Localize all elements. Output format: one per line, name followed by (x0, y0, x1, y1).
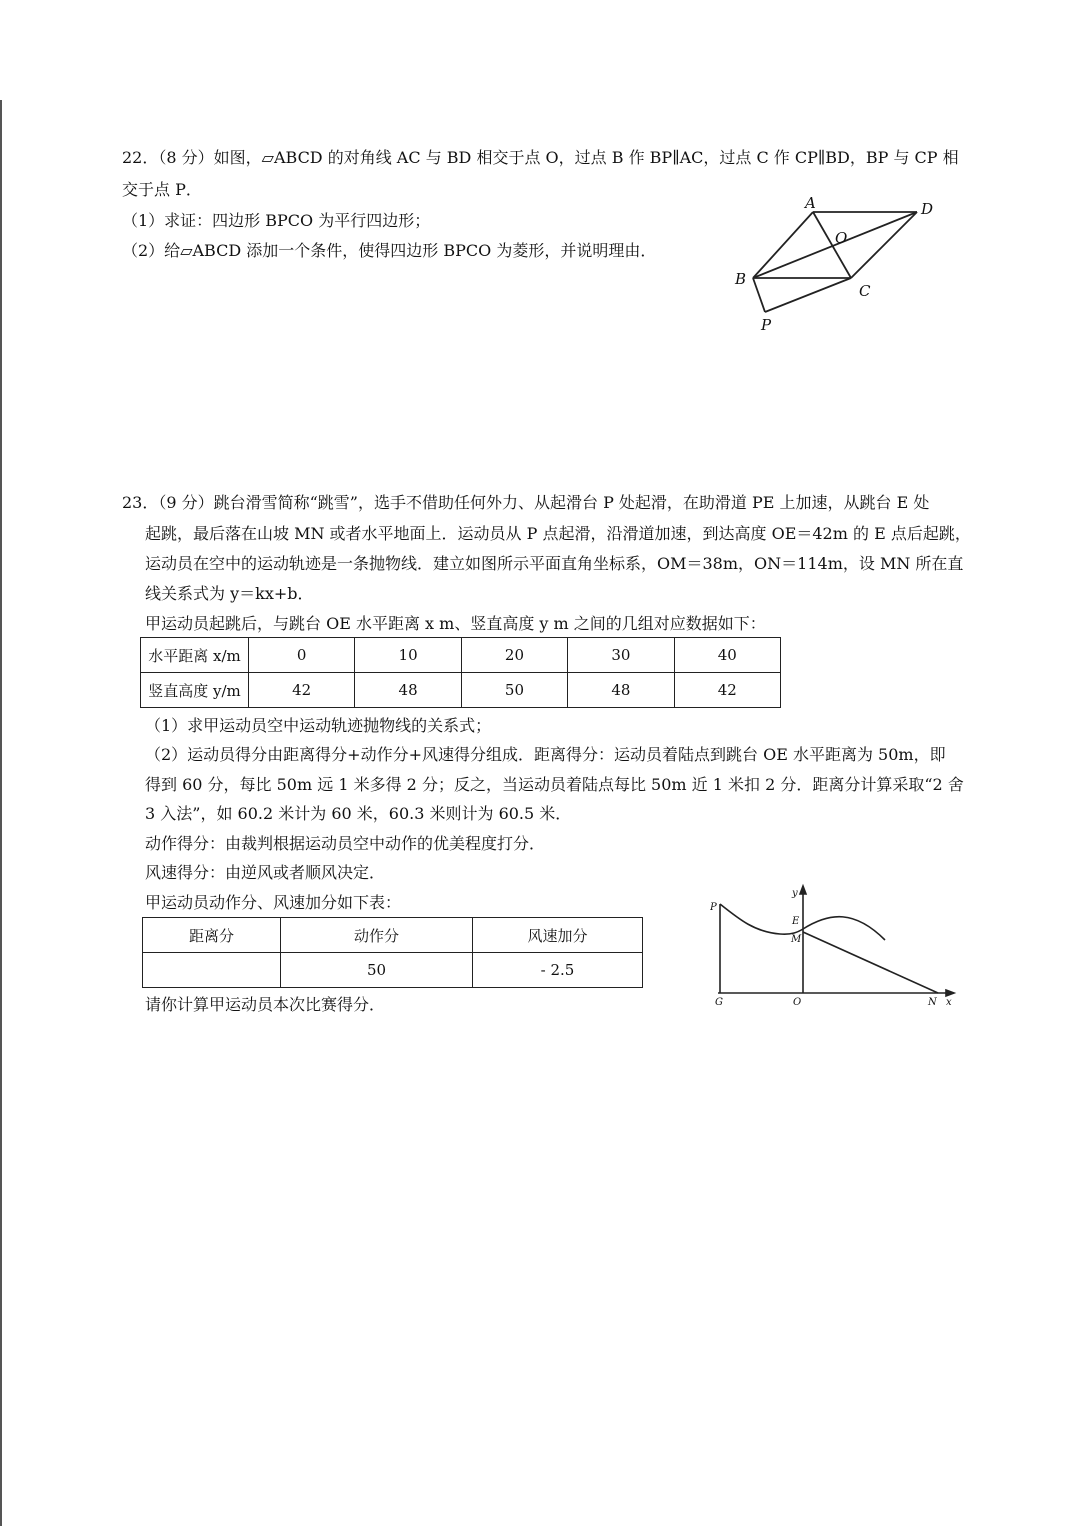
table-cell (143, 953, 281, 988)
q23-line-2: 起跳，最后落在山坡 MN 或者水平地面上．运动员从 P 点起滑，沿滑道加速，到达高度 OE＝42m 的 E 点后起跳， (145, 524, 971, 543)
parallelogram-icon: ▱ (180, 241, 193, 260)
page-edge-line (0, 100, 2, 1526)
q23-table-intro: 甲运动员动作分、风速加分如下表： (145, 893, 402, 912)
q22-head: 22．（8 分）如图， (122, 148, 262, 167)
q23-part-2-line-3: 3 入法”，如 60.2 米计为 60 米，60.3 米则计为 60.5 米． (145, 804, 572, 823)
slope-MN (803, 932, 938, 993)
table-row (141, 638, 781, 673)
label-y: y (792, 888, 798, 899)
label-O: O (793, 997, 802, 1008)
label-B: B (735, 270, 747, 288)
q23-wind-rule: 风速得分：由逆风或者顺风决定． (145, 863, 386, 882)
segment-BP (753, 278, 765, 312)
q23-action-rule: 动作得分：由裁判根据运动员空中动作的优美程度打分． (145, 834, 546, 853)
label-E: E (792, 916, 800, 927)
table-cell: 48 (568, 673, 674, 708)
label-D: D (921, 200, 934, 218)
q23-line-1: 23．（9 分）跳台滑雪简称“跳雪”，选手不借助任何外力、从起滑台 P 处起滑，在助滑道 PE 上加速，从跳台 E 处 (122, 493, 930, 512)
label-A: A (805, 194, 816, 212)
table-cell: 0 (249, 638, 355, 673)
table-cell: 50 (281, 953, 473, 988)
table-row (143, 953, 643, 988)
y-axis-arrow-icon (800, 886, 806, 894)
table-row-header: 水平距离 x/m (141, 638, 249, 673)
label-N: N (928, 997, 937, 1008)
table-cell: 50 (461, 673, 567, 708)
table-row-header: 竖直高度 y/m (141, 673, 249, 708)
parallelogram-icon: ▱ (261, 148, 274, 167)
q22-line-1-text: ABCD 的对角线 AC 与 BD 相交于点 O，过点 B 作 BP∥AC，过点 C 作 CP∥BD，BP 与 CP 相 (273, 148, 959, 167)
table-cell: 48 (355, 673, 461, 708)
label-O: O (835, 229, 848, 247)
label-C: C (859, 282, 871, 300)
table-row (141, 673, 781, 708)
table-cell: 42 (674, 673, 780, 708)
q22-part-2-text: ABCD 添加一个条件，使得四边形 BPCO 为菱形，并说明理由． (192, 241, 657, 260)
q22-line-2: 交于点 P． (122, 180, 202, 199)
q23-part-2-line-2: 得到 60 分，每比 50m 远 1 米多得 2 分；反之，当运动员着陆点每比 50m 近 1 米扣 2 分．距离分计算采取“2 舍 (145, 775, 964, 794)
table-cell: 20 (461, 638, 567, 673)
q23-ski-jump-figure (710, 882, 960, 1012)
q23-data-table (140, 637, 781, 708)
label-P: P (761, 316, 772, 334)
q23-part-2-line-1: （2）运动员得分由距离得分+动作分+风速得分组成．距离得分：运动员着陆点到跳台 OE 水平距离为 50m，即 (145, 745, 946, 764)
q23-score-table (142, 917, 643, 988)
table-cell: - 2.5 (473, 953, 643, 988)
edge-BA (753, 212, 813, 278)
q23-part-1: （1）求甲运动员空中运动轨迹抛物线的关系式； (145, 716, 492, 735)
q22-parallelogram-figure (725, 190, 955, 340)
q23-line-5: 甲运动员起跳后，与跳台 OE 水平距离 x m、竖直高度 y m 之间的几组对应数据如下： (145, 614, 766, 633)
label-x: x (946, 997, 952, 1008)
label-G: G (715, 997, 723, 1008)
table-cell: 42 (249, 673, 355, 708)
q22-part-1: （1）求证：四边形 BPCO 为平行四边形； (122, 211, 431, 230)
q23-line-4: 线关系式为 y＝kx+b． (145, 584, 314, 603)
table-header-cell: 风速加分 (473, 918, 643, 953)
q22-line-1 (122, 147, 959, 169)
x-axis-arrow-icon (946, 990, 954, 996)
table-header-cell: 距离分 (143, 918, 281, 953)
table-cell: 30 (568, 638, 674, 673)
table-cell: 40 (674, 638, 780, 673)
table-row (143, 918, 643, 953)
table-cell: 10 (355, 638, 461, 673)
label-M: M (791, 934, 802, 945)
trajectory-curve (803, 917, 885, 940)
q22-part-2 (122, 240, 656, 262)
label-P: P (710, 902, 717, 913)
q23-question: 请你计算甲运动员本次比赛得分． (145, 995, 386, 1014)
q23-line-3: 运动员在空中的运动轨迹是一条抛物线．建立如图所示平面直角坐标系，OM＝38m，ON＝114m，设 MN 所在直 (145, 554, 964, 573)
q22-part-2-prefix: （2）给 (122, 241, 181, 260)
edge-DC (851, 212, 917, 278)
slide-PE (720, 904, 803, 934)
segment-PC (765, 278, 851, 312)
table-header-cell: 动作分 (281, 918, 473, 953)
